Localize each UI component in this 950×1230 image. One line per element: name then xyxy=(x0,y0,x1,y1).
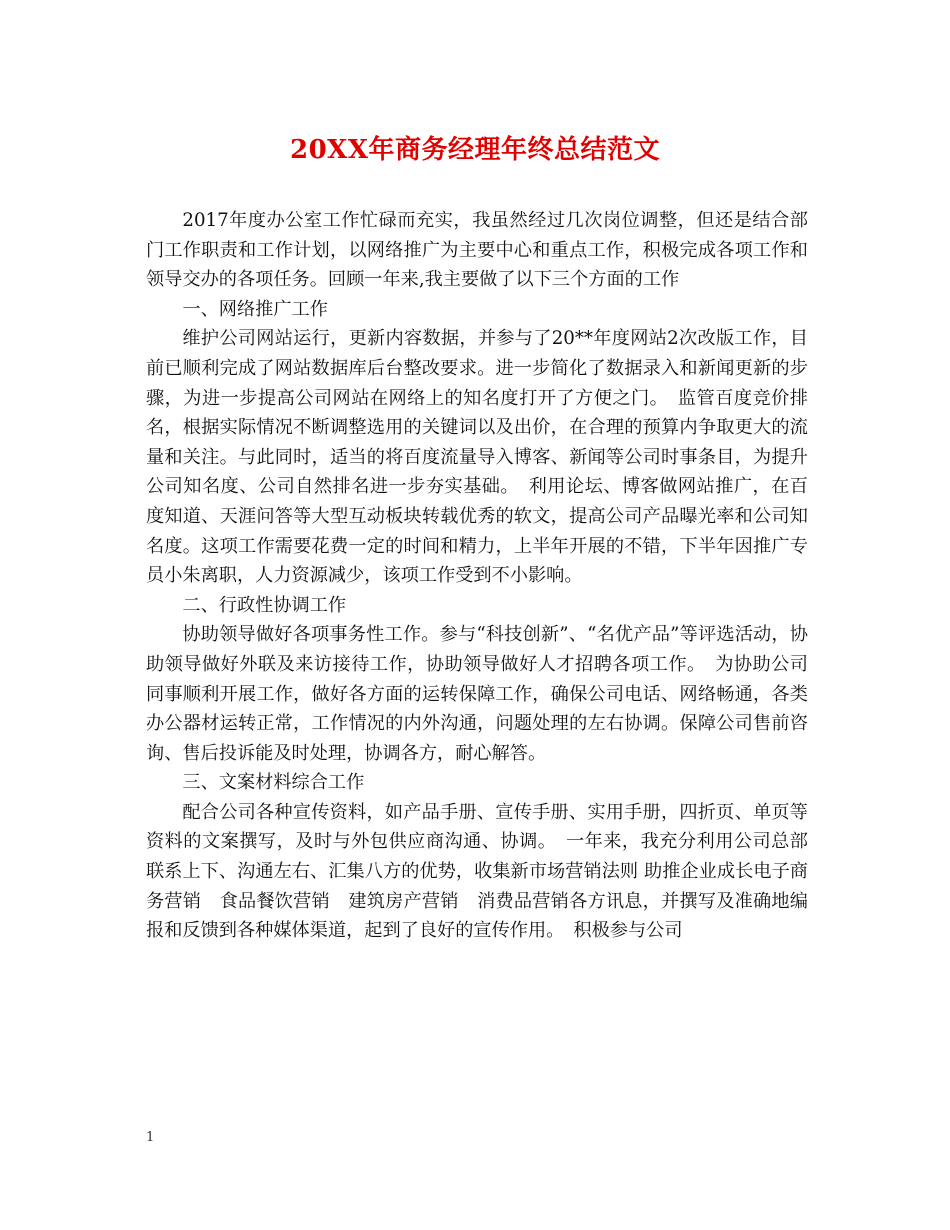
section-heading: 二、行政性协调工作 xyxy=(182,594,347,616)
document-body xyxy=(146,206,808,946)
body-paragraph: 协助领导做好各项事务性工作。参与“科技创新”、“名优产品”等评选活动，协助领导做好外联及来访接待工作，协助领导做好人才招聘各项工作。 为协助公司同事顺利开展工作，做好各方面的运转保障工作，确保公司电话、网络畅通，各类办公器材运转正常，工作情况的内外沟通，问题处理的左右协调。保障公司售前咨询、售后投诉能及时处理，协调各方，耐心解答。 xyxy=(146,624,808,764)
section-heading: 一、网络推广工作 xyxy=(182,298,328,320)
document-title: 20XX年商务经理年终总结范文 xyxy=(289,135,661,165)
body-paragraph: 维护公司网站运行，更新内容数据，并参与了20**年度网站2次改版工作，目前已顺利完成了网站数据库后台整改要求。进一步简化了数据录入和新闻更新的步骤，为进一步提高公司网站在网络上的知名度打开了方便之门。 监管百度竞价排名，根据实际情况不断调整选用的关键词以及出价，在合理的预算内争取更大的流量和关注。与此同时，适当的将百度流量导入博客、新闻等公司时事条目，为提升公司知名度、公司自然排名进一步夯实基础。 利用论坛、博客做网站推广，在百度知道、天涯问答等大型互动板块转载优秀的软文，提高公司产品曝光率和公司知名度。这项工作需要花费一定的时间和精力，上半年开展的不错，下半年因推广专员小朱离职，人力资源减少，该项工作受到不小影响。 xyxy=(146,328,808,587)
section-heading: 三、文案材料综合工作 xyxy=(182,772,365,794)
body-paragraph: 2017年度办公室工作忙碌而充实，我虽然经过几次岗位调整，但还是结合部门工作职责和工作计划，以网络推广为主要中心和重点工作，积极完成各项工作和领导交办的各项任务。回顾一年来,我主要做了以下三个方面的工作 xyxy=(146,210,808,291)
body-paragraph: 配合公司各种宣传资料，如产品手册、宣传手册、实用手册，四折页、单页等资料的文案撰写，及时与外包供应商沟通、协调。 一年来，我充分利用公司总部联系上下、沟通左右、汇集八方的优势，收集新市场营销法则 助推企业成长电子商务营销 食品餐饮营销 建筑房产营销 消费品营销各方讯息，并撰写及准确地编报和反馈到各种媒体渠道，起到了良好的宣传作用。 积极参与公司 xyxy=(146,801,808,942)
page-number: 1 xyxy=(146,1130,155,1145)
